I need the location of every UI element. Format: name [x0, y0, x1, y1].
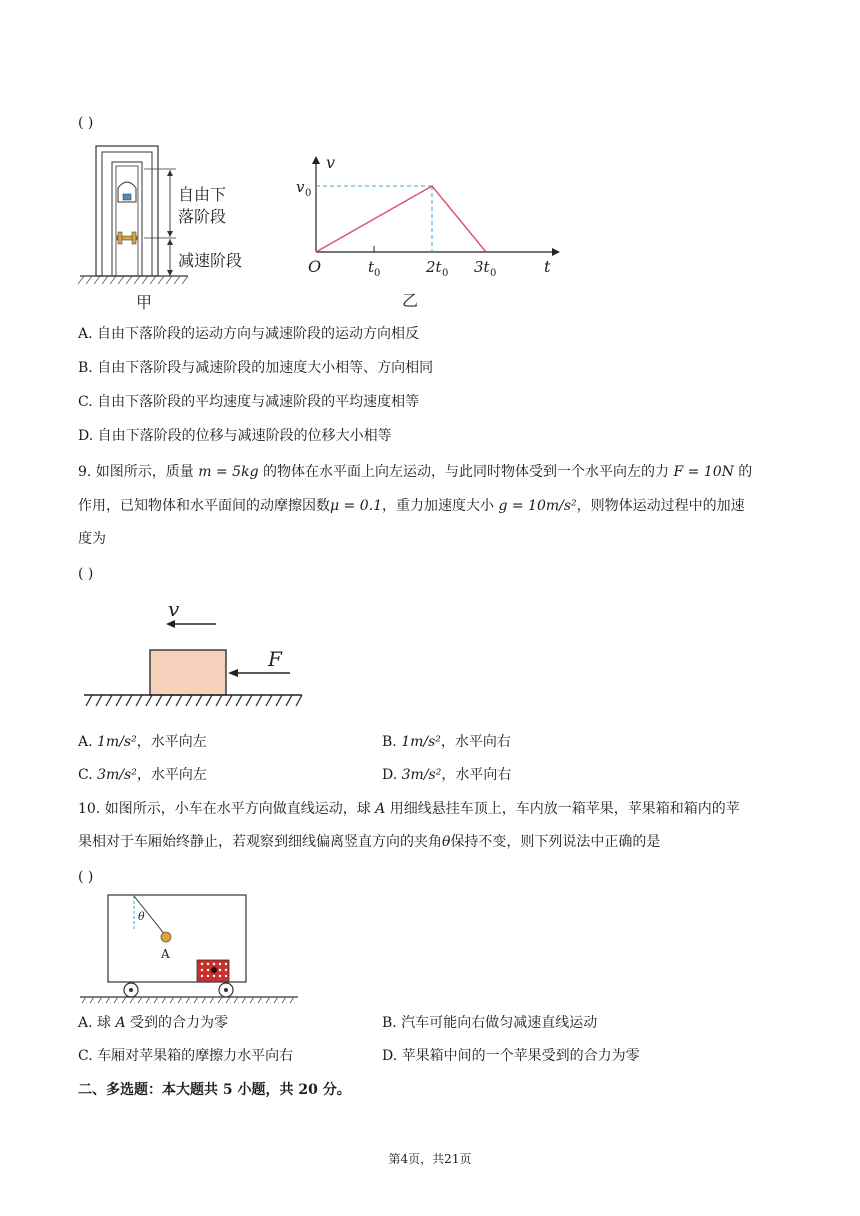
q8-origin: O: [308, 257, 322, 276]
q8-answer-bracket: ( ): [78, 115, 94, 131]
q8-3t0-sub: 0: [490, 268, 497, 279]
q8-t0-label: t: [368, 258, 375, 276]
page-footer: 第4页，共21页: [388, 1152, 472, 1166]
q8-3t0-label: 3t: [474, 258, 490, 276]
q8-caption-b: 乙: [402, 291, 419, 310]
q8-caption-a: 甲: [136, 293, 153, 312]
q9-stem-line1: 9. 如图所示，质量 m = 5kg 的物体在水平面上向左运动，与此同时物体受到一个水平向左的力 F = 10N 的: [78, 464, 753, 480]
q9-figure-block: [82, 594, 306, 712]
q9-stem-line3: 度为: [78, 531, 106, 547]
q9-answer-bracket: ( ): [78, 566, 94, 582]
q8-v0-label: v: [296, 178, 305, 196]
q9-option-b: B. 1m/s²，水平向右: [382, 734, 511, 750]
q8-option-b: B. 自由下落阶段与减速阶段的加速度大小相等、方向相同: [78, 360, 434, 376]
q8-option-a: A. 自由下落阶段的运动方向与减速阶段的运动方向相反: [78, 326, 420, 342]
q10-figure-cart: [78, 890, 302, 1006]
q9-force-label: F: [268, 647, 282, 671]
q8-figure-vt-graph: [292, 148, 572, 314]
q10-option-c: C. 车厢对苹果箱的摩擦力水平向右: [78, 1048, 294, 1064]
q10-stem-line1: 10. 如图所示，小车在水平方向做直线运动，球 A 用细线悬挂车顶上，车内放一箱苹果，苹果箱和箱内的苹: [78, 801, 740, 817]
section-heading-multiple-choice: 二、多选题：本大题共 5 小题，共 20 分。: [78, 1082, 351, 1098]
q8-t0-sub: 0: [374, 268, 381, 279]
q8-axis-y: v: [326, 153, 336, 172]
q9-velocity-label: v: [168, 597, 180, 621]
q8-axis-x: t: [544, 257, 551, 276]
q9-option-a: A. 1m/s²，水平向左: [78, 734, 207, 750]
q10-ball-label: A: [161, 947, 170, 961]
q9-option-c: C. 3m/s²，水平向左: [78, 767, 207, 783]
q9-option-d: D. 3m/s²，水平向右: [382, 767, 512, 783]
q8-label-decel: 减速阶段: [178, 251, 243, 270]
q9-stem-line2: 作用，已知物体和水平面间的动摩擦因数μ = 0.1，重力加速度大小 g = 10m/s²，则物体运动过程中的加速: [78, 498, 745, 514]
q10-theta-label: θ: [138, 910, 145, 923]
q10-option-d: D. 苹果箱中间的一个苹果受到的合力为零: [382, 1048, 640, 1064]
q10-answer-bracket: ( ): [78, 869, 94, 885]
q8-option-d: D. 自由下落阶段的位移与减速阶段的位移大小相等: [78, 428, 392, 444]
q10-option-b: B. 汽车可能向右做匀减速直线运动: [382, 1015, 598, 1031]
q8-2t0-label: 2t: [426, 258, 442, 276]
q8-label-free-fall-2: 落阶段: [178, 207, 227, 226]
q8-v0-sub: 0: [305, 188, 312, 199]
q8-figure-elevator: [78, 142, 268, 312]
q8-label-free-fall-1: 自由下: [178, 185, 227, 204]
q8-option-c: C. 自由下落阶段的平均速度与减速阶段的平均速度相等: [78, 394, 420, 410]
q10-option-a: A. 球 A 受到的合力为零: [78, 1015, 229, 1031]
q10-stem-line2: 果相对于车厢始终静止，若观察到细线偏离竖直方向的夹角θ保持不变，则下列说法中正确的是: [78, 834, 661, 850]
q8-2t0-sub: 0: [442, 268, 449, 279]
